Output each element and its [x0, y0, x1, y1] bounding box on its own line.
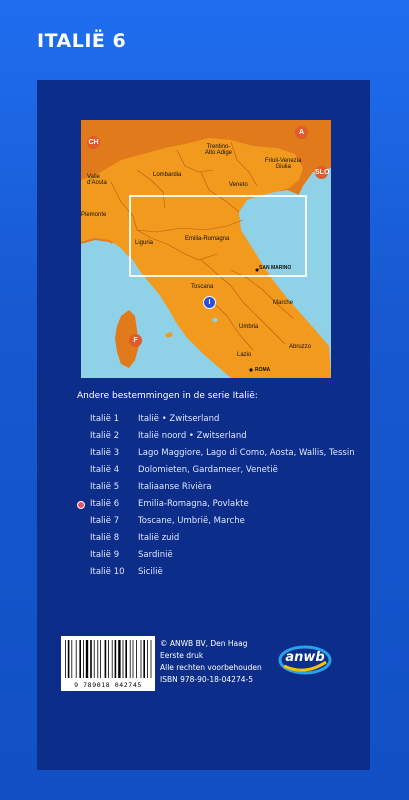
publication-info: [160, 638, 262, 686]
barcode-bar: [118, 640, 120, 678]
barcode-bar: [108, 640, 109, 678]
series-item: [77, 479, 367, 496]
label-lombardia: Lombardia: [153, 172, 182, 178]
label-piemonte: Piemonte: [81, 212, 107, 218]
series-item-number: Italië 4: [90, 465, 120, 475]
label-abruzzo: Abruzzo: [289, 344, 312, 350]
series-item: [77, 513, 367, 530]
barcode-bar: [65, 640, 66, 678]
barcode-bar: [130, 640, 131, 678]
barcode-bar: [125, 640, 127, 678]
page-title: ITALIË 6: [37, 30, 127, 52]
barcode-bars: [61, 636, 155, 680]
lake-trasimeno: [212, 318, 218, 322]
barcode-bar: [141, 640, 142, 678]
barcode-bar: [94, 640, 95, 678]
label-liguria: Liguria: [135, 240, 154, 246]
publisher-line: © ANWB BV, Den Haag: [160, 639, 248, 648]
barcode-bar: [86, 640, 88, 678]
series-item-number: Italië 7: [90, 516, 120, 526]
series-item-title: Italië zuid: [138, 533, 180, 543]
barcode-bar: [147, 640, 148, 678]
series-item-number: Italië 5: [90, 482, 120, 492]
barcode-bar: [112, 640, 113, 678]
barcode-bar: [115, 640, 117, 678]
badge-ch: CH: [87, 136, 100, 149]
series-item-title: Italië • Zwitserland: [138, 414, 220, 424]
barcode-digits: 9 789018 042745: [74, 681, 142, 689]
label-valle-daosta: Valle d'Aosta: [87, 174, 107, 186]
barcode-bar: [105, 640, 107, 678]
barcode-bar: [97, 640, 98, 678]
barcode-bar: [133, 640, 134, 678]
series-item-number: Italië 6: [90, 499, 120, 509]
anwb-logo: [278, 644, 332, 676]
label-toscana: Toscana: [191, 284, 214, 290]
barcode-bar: [151, 640, 152, 678]
series-list: [77, 411, 367, 581]
series-item-number: Italië 3: [90, 448, 120, 458]
series-item-title: Sardinië: [138, 550, 173, 560]
overview-map: [81, 120, 331, 378]
series-item: [77, 564, 367, 581]
series-item-number: Italië 8: [90, 533, 120, 543]
roma-dot: [249, 368, 252, 371]
barcode-bar: [71, 640, 72, 678]
series-item: [77, 530, 367, 547]
badge-i: I: [203, 296, 216, 309]
series-item-title: Dolomieten, Gardameer, Venetië: [138, 465, 278, 475]
barcode-bar: [123, 640, 124, 678]
isbn-line: ISBN 978-90-18-04274-5: [160, 675, 253, 684]
series-item-title: Emilia-Romagna, Povlakte: [138, 499, 249, 509]
label-umbria: Umbria: [239, 324, 259, 330]
series-item-title: Sicilië: [138, 567, 163, 577]
label-friuli: Friuli-Venezia Giulia: [265, 158, 302, 170]
badge-slo: SLO: [315, 166, 328, 179]
barcode-bar: [79, 640, 81, 678]
barcode-bar: [83, 640, 84, 678]
series-item: [77, 496, 367, 513]
current-marker-icon: [77, 501, 85, 509]
edition-line: Eerste druk: [160, 651, 204, 660]
label-roma: ROMA: [255, 367, 271, 373]
barcode-bar: [143, 640, 145, 678]
label-marche: Marche: [273, 300, 294, 306]
barcode-bar: [90, 640, 92, 678]
label-veneto: Veneto: [229, 182, 248, 188]
series-item-title: Lago Maggiore, Lago di Como, Aosta, Wallis, Tessin: [138, 448, 355, 458]
series-heading: Andere bestemmingen in de serie Italië:: [77, 391, 258, 401]
badge-a: A: [295, 126, 308, 139]
series-item: [77, 411, 367, 428]
series-item-number: Italië 9: [90, 550, 120, 560]
series-item-number: Italië 2: [90, 431, 120, 441]
series-item: [77, 428, 367, 445]
series-item-number: Italië 10: [90, 567, 125, 577]
series-item: [77, 445, 367, 462]
series-item-number: Italië 1: [90, 414, 120, 424]
label-lazio: Lazio: [237, 352, 252, 358]
series-item: [77, 462, 367, 479]
series-item: [77, 547, 367, 564]
barcode-bar: [100, 640, 101, 678]
series-item-title: Italië noord • Zwitserland: [138, 431, 247, 441]
barcode: [61, 636, 155, 691]
label-emilia-romagna: Emilia-Romagna: [185, 236, 230, 242]
series-item-title: Italiaanse Rivièra: [138, 482, 212, 492]
barcode-bar: [136, 640, 137, 678]
series-item-title: Toscane, Umbrië, Marche: [138, 516, 245, 526]
label-san-marino: SAN MARINO: [259, 265, 292, 271]
barcode-bar: [68, 640, 70, 678]
barcode-bar: [76, 640, 77, 678]
rights-line: Alle rechten voorbehouden: [160, 663, 262, 672]
anwb-logo-text: anwb: [285, 650, 325, 665]
badge-f: F: [129, 334, 142, 347]
label-trentino: Trentino- Alto Adige: [205, 144, 233, 156]
